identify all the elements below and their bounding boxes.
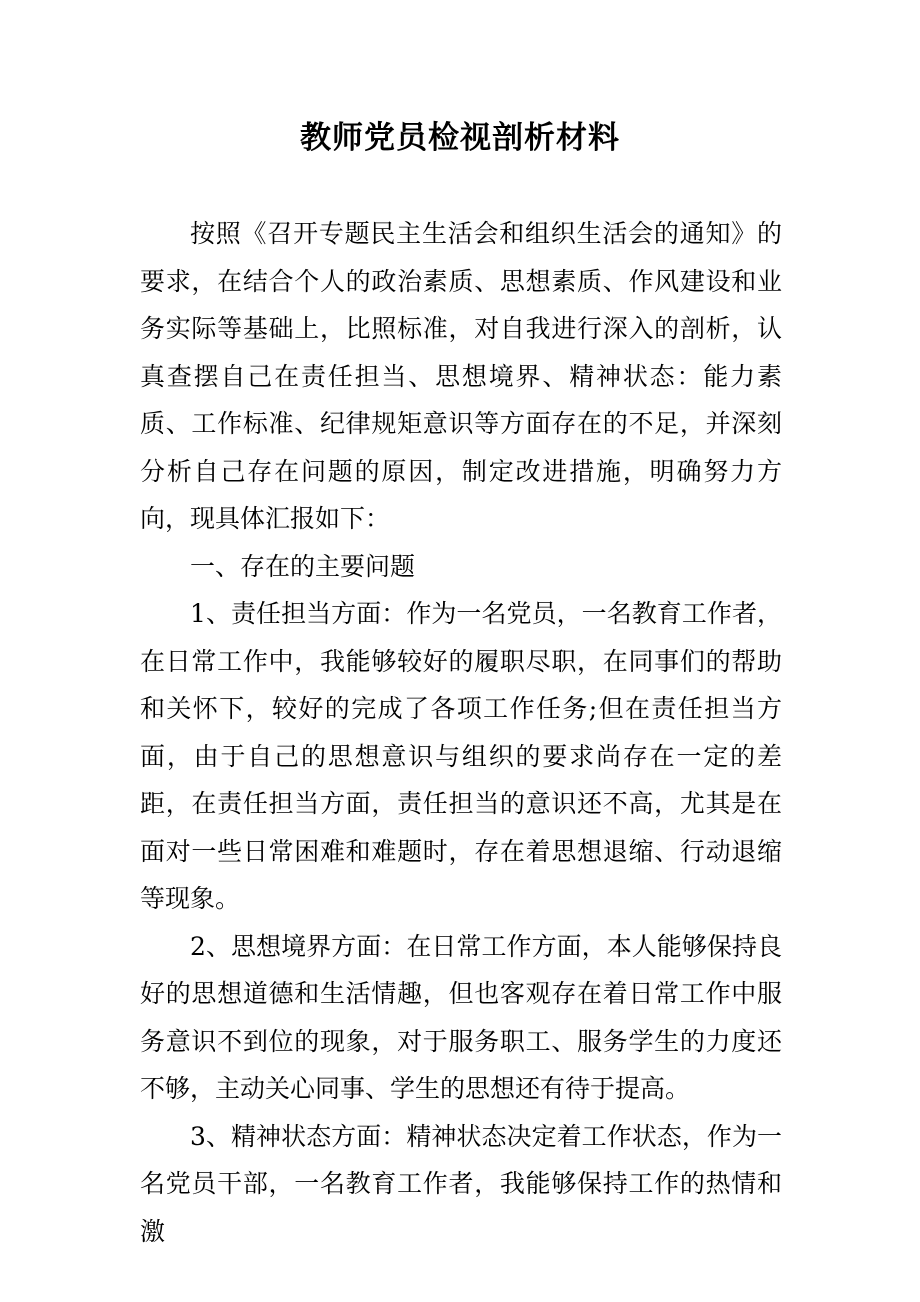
paragraph-mental-state: 3、精神状态方面：精神状态决定着工作状态，作为一名党员干部，一名教育工作者，我能够保持工作的热情和激 [140,1121,782,1246]
paragraph-responsibility: 1、责任担当方面：作为一名党员，一名教育工作者，在日常工作中，我能够较好的履职尽职，在同事们的帮助和关怀下，较好的完成了各项工作任务;但在责任担当方面，由于自己的思想意识与组织的要求尚存在一定的差距，在责任担当方面，责任担当的意识还不高，尤其是在面对一些日常困难和难题时，存在着思想退缩、行动退缩等现象。 [140,599,782,913]
paragraph-intro: 按照《召开专题民主生活会和组织生活会的通知》的要求，在结合个人的政治素质、思想素质、作风建设和业务实际等基础上，比照标准，对自我进行深入的剖析，认真查摆自己在责任担当、思想境界、精神状态：能力素质、工作标准、纪律规矩意识等方面存在的不足，并深刻分析自己存在问题的原因，制定改进措施，明确努力方向，现具体汇报如下： [140,219,782,533]
section-heading-main-problems: 一、存在的主要问题 [190,551,416,581]
document-title: 教师党员检视剖析材料 [300,120,620,156]
paragraph-ideological-realm: 2、思想境界方面：在日常工作方面，本人能够保持良好的思想道德和生活情趣，但也客观存在着日常工作中服务意识不到位的现象，对于服务职工、服务学生的力度还不够，主动关心同事、学生的思想还有待于提高。 [140,931,782,1103]
document-body [140,210,782,1255]
